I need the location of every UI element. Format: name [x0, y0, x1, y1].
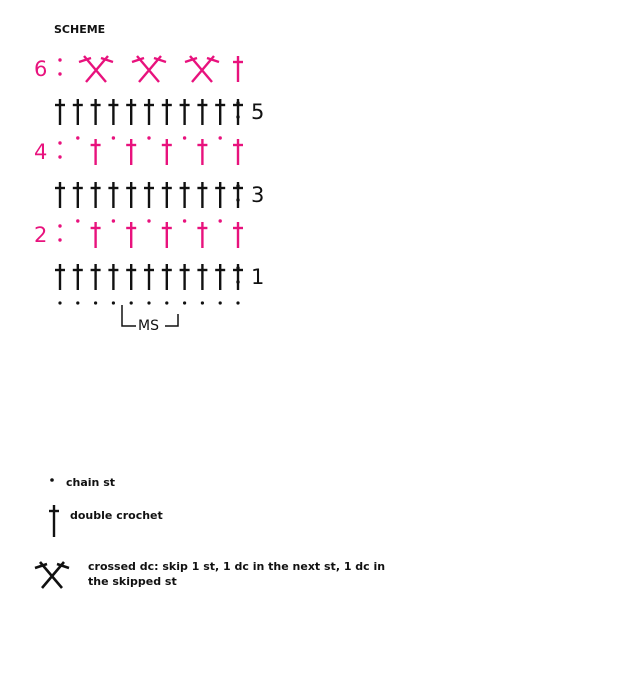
dc-stitch: [91, 99, 101, 125]
dc-stitch: [162, 182, 172, 208]
foundation-chain-dot: [76, 301, 79, 304]
row-number-2: 2: [34, 223, 48, 247]
dc-stitch: [91, 139, 101, 165]
dc-stitch: [215, 182, 225, 208]
chain-stitch: [147, 136, 150, 139]
dc-stitch: [180, 182, 190, 208]
chain-stitch: [112, 219, 115, 222]
row-number-3: 3: [251, 183, 265, 207]
legend-crossed-label: crossed dc: skip 1 st, 1 dc in the next st, 1 dc in the skipped st: [88, 560, 386, 588]
dc-stitch: [126, 222, 136, 248]
dc-stitch: [55, 264, 65, 290]
scheme-title: SCHEME: [54, 23, 106, 36]
dc-stitch: [58, 141, 61, 158]
ms-bracket: [122, 305, 178, 334]
foundation-chain-dot: [236, 301, 239, 304]
foundation-chain-dot: [201, 301, 204, 304]
row-5: [55, 99, 264, 125]
chain-stitch: [219, 136, 222, 139]
dc-stitch: [233, 222, 243, 248]
dc-stitch: [126, 99, 136, 125]
dc-stitch: [197, 99, 207, 125]
dc-stitch: [126, 264, 136, 290]
dc-stitch: [73, 182, 83, 208]
dc-stitch: [126, 182, 136, 208]
dc-stitch: [73, 264, 83, 290]
dc-stitch: [233, 139, 243, 165]
crossed-dc: [79, 56, 113, 82]
foundation-chain-dot: [112, 301, 115, 304]
dc-stitch: [144, 182, 154, 208]
dc-stitch: [55, 182, 65, 208]
dc-stitch: [197, 264, 207, 290]
dc-stitch: [180, 264, 190, 290]
chain-stitch: [76, 136, 79, 139]
row-4: [34, 136, 243, 165]
dc-stitch: [233, 56, 243, 82]
crossed-dc: [185, 56, 219, 82]
row-1: [55, 264, 264, 290]
dc-stitch: [108, 182, 118, 208]
dc-stitch: [55, 99, 65, 125]
foundation-chain: [58, 301, 239, 304]
chain-stitch: [183, 219, 186, 222]
legend-chain-label: chain st: [66, 476, 116, 489]
row-2: [34, 219, 243, 248]
dc-stitch: [91, 182, 101, 208]
foundation-chain-dot: [147, 301, 150, 304]
crossed-dc: [132, 56, 166, 82]
dc-stitch: [162, 222, 172, 248]
dc-stitch: [215, 99, 225, 125]
chain-st-icon: [50, 478, 54, 482]
dc-stitch: [180, 99, 190, 125]
dc-stitch: [197, 139, 207, 165]
row-number-5: 5: [251, 100, 265, 124]
dc-stitch: [162, 99, 172, 125]
chain-stitch: [219, 219, 222, 222]
dc-stitch: [144, 264, 154, 290]
row-6: [34, 56, 243, 82]
dc-stitch: [162, 264, 172, 290]
foundation-chain-dot: [183, 301, 186, 304]
legend-dc-label: double crochet: [70, 509, 163, 522]
foundation-chain-dot: [130, 301, 133, 304]
double-crochet-icon: [49, 505, 59, 537]
chain-stitch: [147, 219, 150, 222]
dc-stitch: [197, 182, 207, 208]
dc-stitch: [144, 99, 154, 125]
row-number-1: 1: [251, 265, 265, 289]
dc-stitch: [215, 264, 225, 290]
dc-stitch: [58, 224, 61, 241]
foundation-chain-dot: [219, 301, 222, 304]
chain-stitch: [76, 219, 79, 222]
dc-stitch: [91, 222, 101, 248]
dc-stitch: [108, 264, 118, 290]
dc-stitch: [197, 222, 207, 248]
legend-icons: [35, 478, 69, 588]
stitch-rows: [34, 56, 264, 290]
row-number-4: 4: [34, 140, 48, 164]
row-3: [55, 182, 264, 208]
chain-stitch: [112, 136, 115, 139]
foundation-chain-dot: [58, 301, 61, 304]
foundation-chain-dot: [94, 301, 97, 304]
chain-stitch: [183, 136, 186, 139]
dc-stitch: [73, 99, 83, 125]
dc-stitch: [91, 264, 101, 290]
dc-stitch: [162, 139, 172, 165]
ms-label: MS: [138, 318, 159, 334]
dc-stitch: [108, 99, 118, 125]
foundation-chain-dot: [165, 301, 168, 304]
crossed-dc-icon: [35, 562, 69, 588]
row-number-6: 6: [34, 57, 48, 81]
dc-stitch: [126, 139, 136, 165]
